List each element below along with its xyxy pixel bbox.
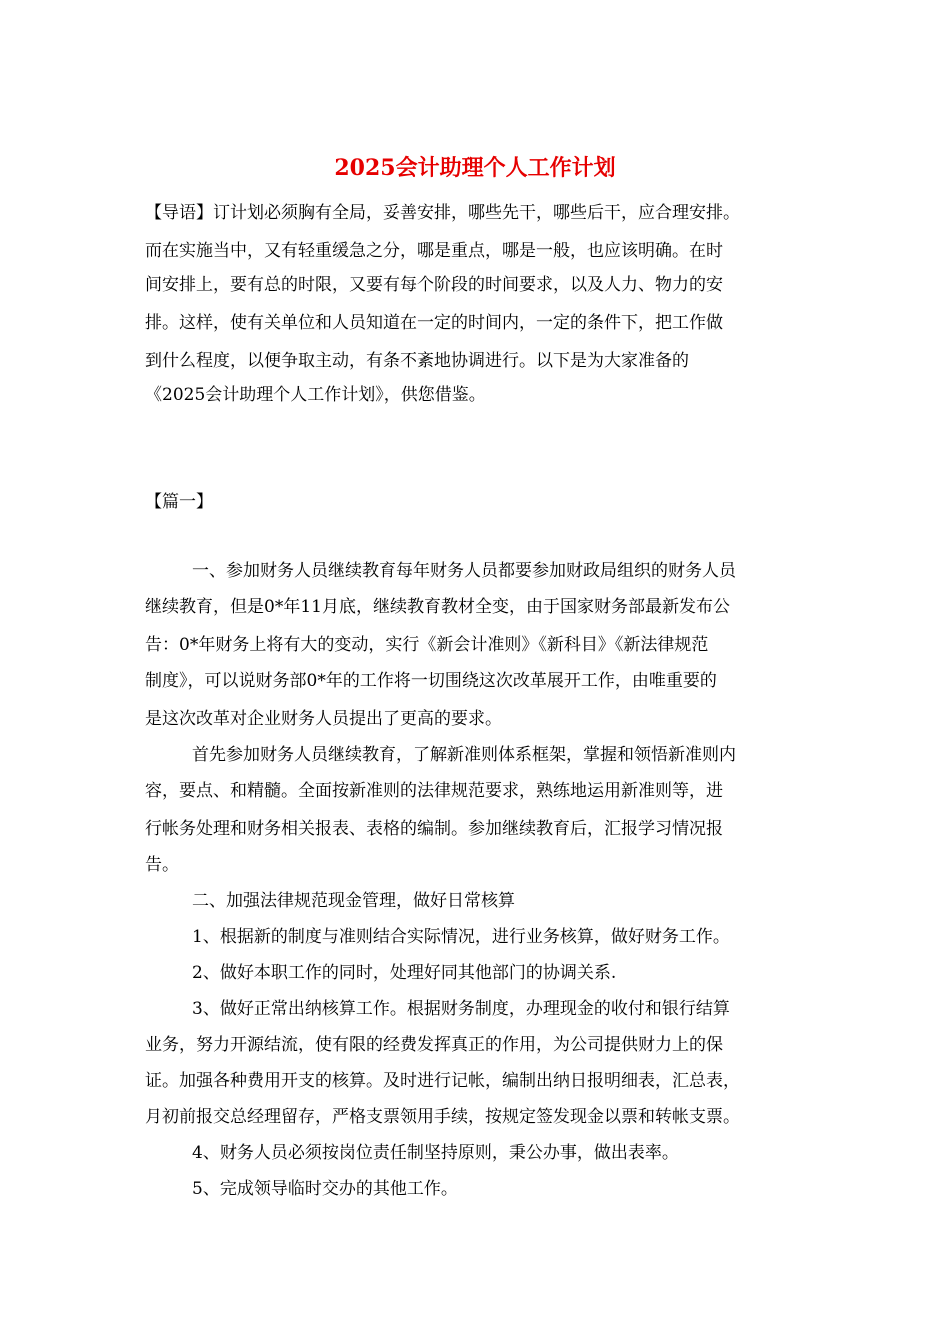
list-item-4: 4、财务人员必须按岗位责任制坚持原则，秉公办事，做出表率。 <box>192 1143 679 1163</box>
intro-line-6: 《2025会计助理个人工作计划》，供您借鉴。 <box>145 385 486 405</box>
list-item-1: 1、根据新的制度与准则结合实际情况，进行业务核算，做好财务工作。 <box>192 927 730 947</box>
list-item-3-line-4: 月初前报交总经理留存，严格支票领用手续，按规定签发现金以票和转帐支票。 <box>145 1107 740 1127</box>
paragraph-1-line-3: 告：0*年财务上将有大的变动，实行《新会计准则》《新科目》《新法律规范 <box>145 635 709 655</box>
paragraph-1-line-2: 继续教育，但是0*年11月底，继续教育教材全变，由于国家财务部最新发布公 <box>145 597 730 617</box>
list-item-3-line-2: 业务，努力开源结流，使有限的经费发挥真正的作用，为公司提供财力上的保 <box>145 1035 723 1055</box>
list-item-5: 5、完成领导临时交办的其他工作。 <box>192 1179 458 1199</box>
document-title: 2025会计助理个人工作计划 <box>334 155 616 181</box>
paragraph-1-line-5: 是这次改革对企业财务人员提出了更高的要求。 <box>145 709 502 729</box>
intro-line-3: 间安排上，要有总的时限，又要有每个阶段的时间要求，以及人力、物力的安 <box>145 275 723 295</box>
paragraph-2-line-4: 告。 <box>145 855 179 875</box>
intro-line-4: 排。这样，使有关单位和人员知道在一定的时间内，一定的条件下，把工作做 <box>145 313 723 333</box>
paragraph-1-line-4: 制度》，可以说财务部0*年的工作将一切围绕这次改革展开工作，由唯重要的 <box>145 671 717 691</box>
list-item-3-line-1: 3、做好正常出纳核算工作。根据财务制度，办理现金的收付和银行结算 <box>192 999 730 1019</box>
list-item-2: 2、做好本职工作的同时，处理好同其他部门的协调关系. <box>192 963 617 983</box>
intro-line-1: 【导语】订计划必须胸有全局，妥善安排，哪些先干，哪些后干，应合理安排。 <box>145 203 740 223</box>
paragraph-2-line-2: 容，要点、和精髓。全面按新准则的法律规范要求，熟练地运用新准则等，进 <box>145 781 723 801</box>
intro-line-5: 到什么程度，以便争取主动，有条不紊地协调进行。以下是为大家准备的 <box>145 351 689 371</box>
paragraph-2-line-1: 首先参加财务人员继续教育，了解新准则体系框架，掌握和领悟新准则内 <box>192 745 736 765</box>
paragraph-2-line-3: 行帐务处理和财务相关报表、表格的编制。参加继续教育后，汇报学习情况报 <box>145 819 723 839</box>
section-heading: 【篇一】 <box>145 492 213 512</box>
list-item-3-line-3: 证。加强各种费用开支的核算。及时进行记帐，编制出纳日报明细表，汇总表， <box>145 1071 740 1091</box>
paragraph-1-line-1: 一、参加财务人员继续教育每年财务人员都要参加财政局组织的财务人员 <box>192 561 736 581</box>
intro-line-2: 而在实施当中，又有轻重缓急之分，哪是重点，哪是一般，也应该明确。在时 <box>145 241 723 261</box>
section-2-heading: 二、加强法律规范现金管理，做好日常核算 <box>192 891 515 911</box>
